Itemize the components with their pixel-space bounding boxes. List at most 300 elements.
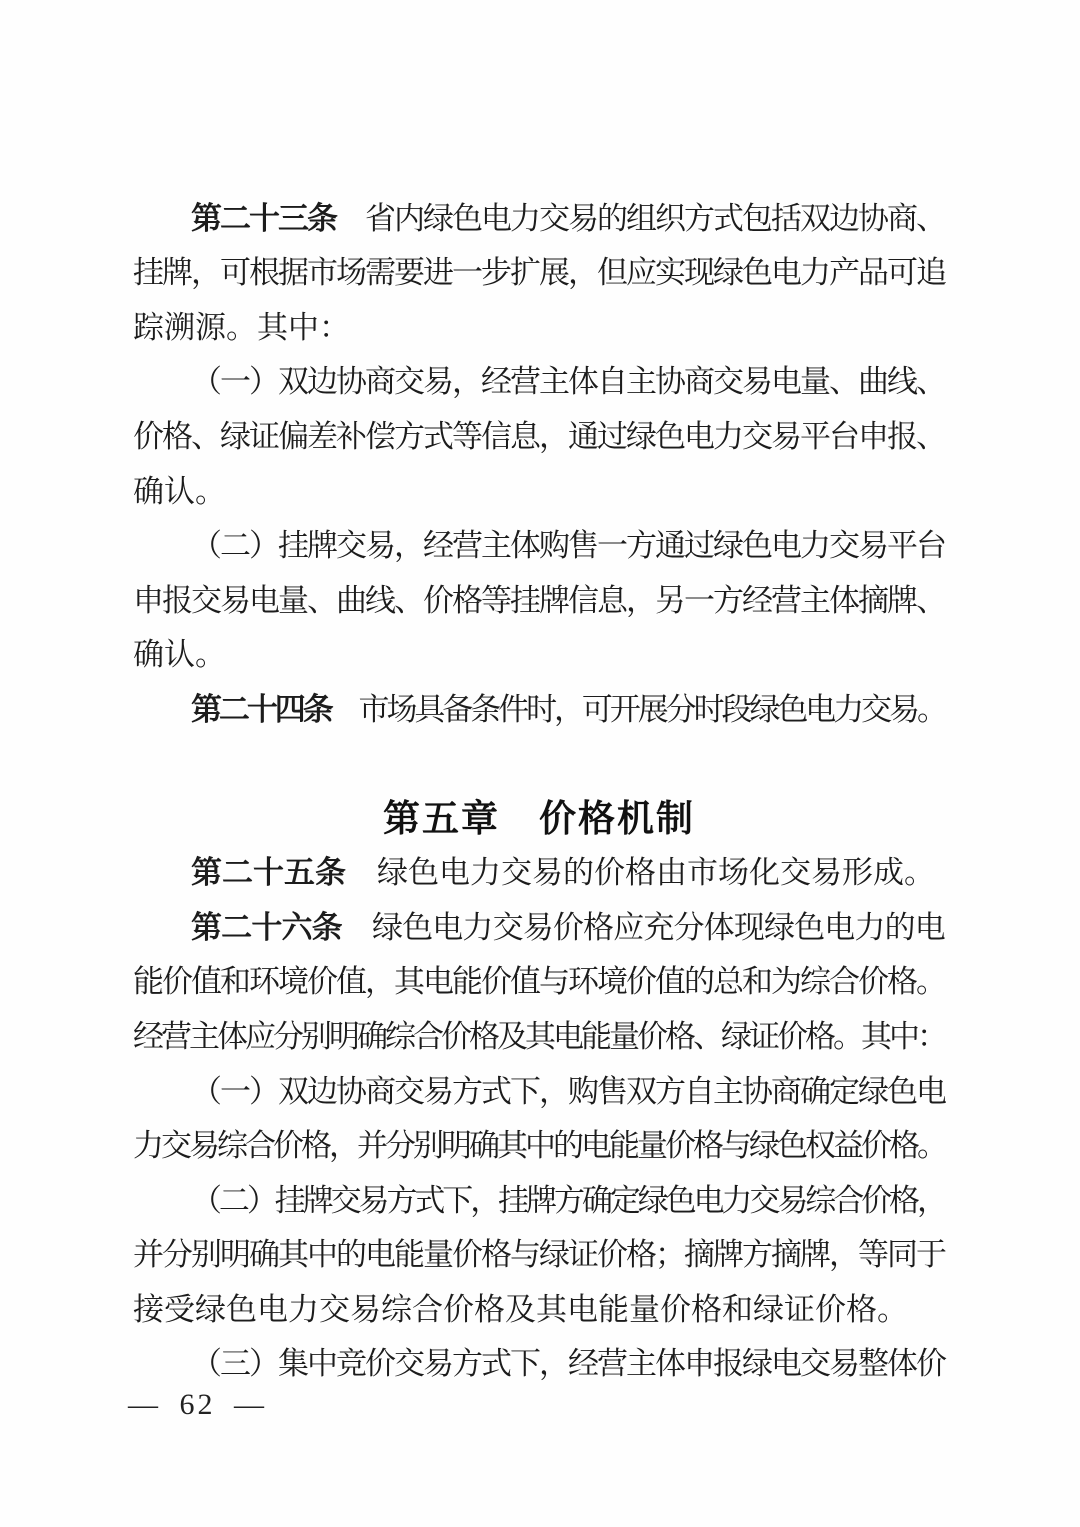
glyph: ， bbox=[452, 364, 483, 400]
glyph: 能 bbox=[581, 1018, 612, 1054]
glyph: 展 bbox=[539, 255, 570, 291]
glyph: ， bbox=[539, 1346, 570, 1382]
glyph: 台 bbox=[916, 528, 947, 564]
glyph: 价 bbox=[552, 909, 584, 945]
glyph: 交 bbox=[161, 1128, 192, 1164]
glyph: 可 bbox=[220, 255, 251, 291]
glyph: 接 bbox=[133, 1291, 164, 1327]
glyph: 绿 bbox=[749, 691, 781, 727]
glyph: 绿 bbox=[742, 1346, 773, 1382]
glyph: 并 bbox=[133, 1237, 164, 1273]
glyph: 分 bbox=[273, 1018, 304, 1054]
glyph: 方 bbox=[626, 528, 657, 564]
glyph: 根 bbox=[249, 255, 280, 291]
glyph: 绿 bbox=[858, 1073, 889, 1109]
glyph: 二 bbox=[222, 855, 253, 891]
glyph: 竞 bbox=[336, 1346, 367, 1382]
glyph: 双 bbox=[278, 364, 309, 400]
text-line bbox=[133, 352, 945, 407]
glyph: 经 bbox=[481, 364, 512, 400]
glyph: （ bbox=[191, 1073, 222, 1109]
glyph: 确 bbox=[133, 637, 164, 673]
glyph: 中 bbox=[307, 1346, 338, 1382]
glyph: 格 bbox=[452, 582, 483, 618]
glyph: 力 bbox=[833, 691, 865, 727]
glyph: 十 bbox=[251, 909, 283, 945]
glyph: 中 bbox=[525, 1128, 556, 1164]
glyph: 和 bbox=[722, 1291, 753, 1327]
glyph: 认 bbox=[164, 637, 195, 673]
glyph: 方 bbox=[452, 1073, 483, 1109]
glyph: 五 bbox=[284, 855, 315, 891]
glyph: 段 bbox=[721, 691, 753, 727]
glyph: ） bbox=[249, 528, 280, 564]
glyph: 电 bbox=[553, 1018, 584, 1054]
glyph: 交 bbox=[394, 364, 425, 400]
glyph: 信 bbox=[481, 418, 512, 454]
glyph: 整 bbox=[858, 1346, 889, 1382]
glyph: 双 bbox=[278, 1073, 309, 1109]
glyph: 四 bbox=[274, 691, 306, 727]
glyph: 绿 bbox=[763, 909, 795, 945]
glyph: 一 bbox=[220, 1073, 251, 1109]
glyph: 证 bbox=[784, 1291, 815, 1327]
glyph: 电 bbox=[567, 1291, 598, 1327]
glyph: 易 bbox=[858, 528, 889, 564]
glyph: 曲 bbox=[336, 582, 367, 618]
glyph: 、 bbox=[916, 418, 947, 454]
text-line bbox=[133, 1006, 948, 1061]
glyph: 三 bbox=[278, 200, 309, 236]
glyph: 价 bbox=[133, 418, 164, 454]
glyph: 量 bbox=[278, 582, 309, 618]
glyph: 、 bbox=[307, 582, 338, 618]
glyph: 分 bbox=[162, 1237, 193, 1273]
glyph: 报 bbox=[713, 1346, 744, 1382]
glyph: 进 bbox=[423, 255, 454, 291]
glyph: 第 bbox=[191, 200, 222, 236]
glyph: 二 bbox=[221, 909, 253, 945]
glyph: 电 bbox=[432, 909, 464, 945]
glyph: 主 bbox=[713, 1073, 744, 1109]
glyph: 二 bbox=[220, 528, 251, 564]
text-line bbox=[133, 570, 945, 625]
glyph: 确 bbox=[469, 1128, 500, 1164]
glyph: 具 bbox=[414, 691, 446, 727]
glyph: （ bbox=[191, 528, 222, 564]
glyph: 交 bbox=[336, 528, 367, 564]
glyph: 购 bbox=[539, 528, 570, 564]
glyph: 价 bbox=[815, 1291, 846, 1327]
glyph: 综 bbox=[800, 964, 831, 1000]
glyph: 信 bbox=[568, 582, 599, 618]
glyph: 营 bbox=[510, 364, 541, 400]
glyph: 一 bbox=[452, 255, 483, 291]
glyph: 息 bbox=[510, 418, 541, 454]
glyph: 境 bbox=[278, 964, 309, 1000]
glyph: 省 bbox=[365, 200, 396, 236]
glyph: 场 bbox=[718, 855, 749, 891]
glyph: 交 bbox=[829, 528, 860, 564]
glyph: 证 bbox=[249, 418, 280, 454]
glyph: 电 bbox=[916, 1073, 947, 1109]
glyph: 色 bbox=[887, 1073, 918, 1109]
glyph: 电 bbox=[805, 691, 837, 727]
glyph: 交 bbox=[492, 909, 524, 945]
glyph: 通 bbox=[655, 528, 686, 564]
glyph: 商 bbox=[887, 200, 918, 236]
glyph: 补 bbox=[336, 418, 367, 454]
glyph: 综 bbox=[381, 1291, 412, 1327]
glyph: 组 bbox=[626, 200, 657, 236]
glyph: 报 bbox=[162, 582, 193, 618]
glyph: ， bbox=[553, 691, 585, 727]
glyph: 环 bbox=[249, 964, 280, 1000]
glyph: ： bbox=[917, 1018, 948, 1054]
glyph: 易 bbox=[423, 1346, 454, 1382]
glyph: 品 bbox=[858, 255, 889, 291]
glyph: 营 bbox=[597, 1346, 628, 1382]
glyph: 过 bbox=[684, 528, 715, 564]
glyph: 量 bbox=[629, 1291, 660, 1327]
glyph: 的 bbox=[336, 1237, 367, 1273]
glyph: 综 bbox=[217, 1128, 248, 1164]
glyph: 色 bbox=[408, 855, 439, 891]
glyph: ， bbox=[539, 418, 570, 454]
glyph: 集 bbox=[278, 1346, 309, 1382]
glyph: 价 bbox=[481, 964, 512, 1000]
glyph: 双 bbox=[800, 200, 831, 236]
glyph: 交 bbox=[330, 1182, 362, 1218]
glyph: 电 bbox=[771, 364, 802, 400]
glyph: 受 bbox=[164, 1291, 195, 1327]
glyph: 易 bbox=[423, 364, 454, 400]
glyph: 格 bbox=[693, 1128, 724, 1164]
glyph: 价 bbox=[594, 855, 625, 891]
glyph: 体 bbox=[510, 528, 541, 564]
glyph: 同 bbox=[887, 1237, 918, 1273]
glyph: 方 bbox=[742, 1237, 773, 1273]
glyph: 绿 bbox=[220, 418, 251, 454]
glyph: 体 bbox=[887, 1346, 918, 1382]
glyph: 色 bbox=[665, 1182, 697, 1218]
glyph: 台 bbox=[829, 418, 860, 454]
glyph: 力 bbox=[462, 909, 494, 945]
glyph: 定 bbox=[609, 1182, 641, 1218]
glyph: 应 bbox=[626, 255, 657, 291]
glyph: 平 bbox=[887, 528, 918, 564]
glyph: 售 bbox=[597, 1073, 628, 1109]
glyph: 方 bbox=[655, 1073, 686, 1109]
glyph: 与 bbox=[539, 964, 570, 1000]
glyph: ， bbox=[394, 528, 425, 564]
glyph: 价 bbox=[777, 1018, 808, 1054]
glyph: 式 bbox=[713, 200, 744, 236]
glyph: 场 bbox=[336, 255, 367, 291]
glyph: 及 bbox=[497, 1018, 528, 1054]
glyph: 确 bbox=[133, 473, 164, 509]
glyph: 交 bbox=[191, 582, 222, 618]
glyph: 。 bbox=[195, 637, 226, 673]
glyph: 一 bbox=[220, 364, 251, 400]
glyph: 交 bbox=[394, 1073, 425, 1109]
glyph: 第 bbox=[191, 691, 222, 727]
glyph: 价 bbox=[660, 1291, 691, 1327]
glyph: 色 bbox=[777, 691, 809, 727]
glyph: 。 bbox=[226, 309, 257, 345]
glyph: 价 bbox=[626, 964, 657, 1000]
glyph: ， bbox=[568, 255, 599, 291]
glyph: 协 bbox=[858, 200, 889, 236]
glyph: 式 bbox=[481, 1073, 512, 1109]
glyph: 绿 bbox=[626, 418, 657, 454]
glyph: 织 bbox=[655, 200, 686, 236]
glyph: 方 bbox=[713, 582, 744, 618]
glyph: 方 bbox=[394, 418, 425, 454]
glyph: 明 bbox=[329, 1018, 360, 1054]
glyph: 电 bbox=[249, 582, 280, 618]
glyph: 主 bbox=[189, 1018, 220, 1054]
glyph: 其 bbox=[525, 1018, 556, 1054]
glyph: 别 bbox=[191, 1237, 222, 1273]
glyph: 交 bbox=[861, 691, 893, 727]
glyph: 格 bbox=[887, 964, 918, 1000]
glyph: 营 bbox=[161, 1018, 192, 1054]
glyph: 条 bbox=[311, 909, 343, 945]
glyph: 能 bbox=[452, 964, 483, 1000]
glyph: 确 bbox=[357, 1018, 388, 1054]
glyph: 应 bbox=[245, 1018, 276, 1054]
glyph: 的 bbox=[884, 909, 916, 945]
glyph: 体 bbox=[829, 582, 860, 618]
glyph: 分 bbox=[665, 691, 697, 727]
glyph: 价 bbox=[443, 1291, 474, 1327]
glyph: 力 bbox=[713, 418, 744, 454]
glyph: 实 bbox=[655, 255, 686, 291]
glyph: 追 bbox=[916, 255, 947, 291]
glyph: 值 bbox=[510, 964, 541, 1000]
text-line bbox=[133, 1279, 945, 1334]
glyph: 营 bbox=[771, 582, 802, 618]
glyph: 、 bbox=[394, 582, 425, 618]
glyph: 绿 bbox=[721, 1018, 752, 1054]
glyph: 一 bbox=[684, 582, 715, 618]
glyph: 能 bbox=[598, 1291, 629, 1327]
glyph: ， bbox=[916, 1182, 948, 1218]
glyph: 牌 bbox=[887, 582, 918, 618]
glyph: 色 bbox=[226, 1291, 257, 1327]
glyph: 能 bbox=[394, 1237, 425, 1273]
glyph: 绿 bbox=[423, 200, 454, 236]
text-line bbox=[133, 515, 945, 570]
glyph: 挂 bbox=[133, 255, 164, 291]
glyph: 价 bbox=[365, 1346, 396, 1382]
glyph: 经 bbox=[568, 1346, 599, 1382]
glyph: 。 bbox=[917, 1128, 948, 1164]
glyph: 商 bbox=[684, 364, 715, 400]
glyph: 易 bbox=[358, 1182, 390, 1218]
glyph: 易 bbox=[522, 909, 554, 945]
glyph: ， bbox=[191, 255, 222, 291]
glyph: 色 bbox=[742, 528, 773, 564]
glyph: 平 bbox=[800, 418, 831, 454]
glyph: 主 bbox=[481, 528, 512, 564]
text-line bbox=[133, 1061, 945, 1116]
glyph: 充 bbox=[643, 909, 675, 945]
glyph: 牌 bbox=[162, 255, 193, 291]
glyph: 边 bbox=[307, 364, 338, 400]
glyph: 易 bbox=[742, 364, 773, 400]
glyph: 商 bbox=[771, 1073, 802, 1109]
glyph: 并 bbox=[357, 1128, 388, 1164]
glyph: 应 bbox=[613, 909, 645, 945]
glyph: 力 bbox=[470, 855, 501, 891]
text-line bbox=[133, 897, 945, 952]
glyph: 证 bbox=[568, 1237, 599, 1273]
glyph: 偿 bbox=[365, 418, 396, 454]
glyph: 其 bbox=[536, 1291, 567, 1327]
glyph: 等 bbox=[481, 582, 512, 618]
glyph: 摘 bbox=[771, 1237, 802, 1273]
glyph: 价 bbox=[665, 1128, 696, 1164]
glyph: 其 bbox=[861, 1018, 892, 1054]
glyph: 力 bbox=[721, 1182, 753, 1218]
glyph: 易 bbox=[777, 1182, 809, 1218]
glyph: 电 bbox=[771, 1346, 802, 1382]
glyph: 形 bbox=[842, 855, 873, 891]
glyph: 、 bbox=[916, 364, 947, 400]
glyph: 由 bbox=[656, 855, 687, 891]
glyph: 交 bbox=[394, 1346, 425, 1382]
glyph: 绿 bbox=[713, 528, 744, 564]
glyph: 认 bbox=[164, 473, 195, 509]
glyph: 易 bbox=[532, 855, 563, 891]
glyph: 第 bbox=[191, 909, 222, 945]
glyph: 力 bbox=[510, 200, 541, 236]
text-line bbox=[133, 406, 945, 461]
glyph: ） bbox=[249, 364, 280, 400]
glyph: 牌 bbox=[302, 1182, 334, 1218]
glyph: 申 bbox=[858, 418, 889, 454]
glyph: 和 bbox=[220, 964, 251, 1000]
glyph: 体 bbox=[568, 364, 599, 400]
glyph: 条 bbox=[302, 691, 334, 727]
text-block bbox=[133, 188, 948, 1388]
glyph: 价 bbox=[423, 582, 454, 618]
glyph: 十 bbox=[249, 200, 280, 236]
glyph: 格 bbox=[889, 1182, 921, 1218]
glyph: 交 bbox=[539, 200, 570, 236]
glyph: 条 bbox=[315, 855, 346, 891]
glyph: 扩 bbox=[510, 255, 541, 291]
glyph: 色 bbox=[777, 1128, 808, 1164]
glyph: 挂 bbox=[274, 1182, 306, 1218]
glyph: 明 bbox=[441, 1128, 472, 1164]
glyph: 包 bbox=[742, 200, 773, 236]
glyph: 值 bbox=[655, 964, 686, 1000]
glyph: 中 bbox=[889, 1018, 920, 1054]
glyph: 格 bbox=[846, 1291, 877, 1327]
glyph: 。 bbox=[877, 1291, 908, 1327]
glyph: 格 bbox=[805, 1018, 836, 1054]
glyph: 开 bbox=[609, 691, 641, 727]
glyph: ： bbox=[319, 309, 350, 345]
glyph: 市 bbox=[687, 855, 718, 891]
glyph: 、 bbox=[693, 1018, 724, 1054]
glyph: 协 bbox=[336, 1073, 367, 1109]
glyph: 易 bbox=[829, 1346, 860, 1382]
glyph: 的 bbox=[553, 1128, 584, 1164]
glyph: 交 bbox=[501, 855, 532, 891]
glyph: 确 bbox=[581, 1182, 613, 1218]
glyph: 绿 bbox=[749, 1128, 780, 1164]
glyph: 时 bbox=[526, 691, 558, 727]
glyph: ） bbox=[249, 1073, 280, 1109]
glyph: 牌 bbox=[800, 1237, 831, 1273]
glyph: 。 bbox=[904, 855, 935, 891]
glyph: 牌 bbox=[526, 1182, 558, 1218]
glyph: 一 bbox=[597, 528, 628, 564]
glyph: 绿 bbox=[637, 1182, 669, 1218]
text-line bbox=[133, 1115, 948, 1170]
glyph: 线 bbox=[887, 364, 918, 400]
glyph: 易 bbox=[365, 528, 396, 564]
glyph: 力 bbox=[800, 528, 831, 564]
glyph: 内 bbox=[394, 200, 425, 236]
glyph: 力 bbox=[800, 255, 831, 291]
glyph: 电 bbox=[257, 1291, 288, 1327]
text-line bbox=[133, 952, 945, 1007]
glyph: 绿 bbox=[713, 255, 744, 291]
glyph: 产 bbox=[829, 255, 860, 291]
page-number: — 62 — bbox=[128, 1388, 267, 1421]
glyph: 交 bbox=[749, 1182, 781, 1218]
glyph: 可 bbox=[581, 691, 613, 727]
glyph: 绿 bbox=[377, 855, 408, 891]
glyph: 绿 bbox=[539, 1237, 570, 1273]
glyph: 其 bbox=[497, 1128, 528, 1164]
glyph: 。 bbox=[916, 964, 947, 1000]
glyph: 方 bbox=[684, 200, 715, 236]
glyph: 、 bbox=[916, 582, 947, 618]
glyph: 格 bbox=[162, 418, 193, 454]
glyph: 摘 bbox=[858, 582, 889, 618]
glyph: 价 bbox=[861, 1182, 893, 1218]
glyph: 协 bbox=[742, 1073, 773, 1109]
glyph: 偏 bbox=[278, 418, 309, 454]
glyph: 价 bbox=[273, 1128, 304, 1164]
glyph: 二 bbox=[220, 200, 251, 236]
glyph: 值 bbox=[191, 964, 222, 1000]
glyph: 其 bbox=[394, 964, 425, 1000]
text-line bbox=[133, 243, 945, 298]
glyph: 六 bbox=[281, 909, 313, 945]
glyph: 价 bbox=[861, 1128, 892, 1164]
glyph: 现 bbox=[684, 255, 715, 291]
glyph: 力 bbox=[133, 1128, 164, 1164]
glyph: 格 bbox=[301, 1128, 332, 1164]
glyph: 时 bbox=[693, 691, 725, 727]
glyph: 息 bbox=[597, 582, 628, 618]
glyph: 二 bbox=[218, 1182, 250, 1218]
glyph: 格 bbox=[691, 1291, 722, 1327]
glyph: 易 bbox=[220, 582, 251, 618]
glyph: 益 bbox=[833, 1128, 864, 1164]
glyph: 挂 bbox=[278, 528, 309, 564]
glyph: 现 bbox=[733, 909, 765, 945]
glyph: 格 bbox=[481, 1237, 512, 1273]
glyph: （ bbox=[191, 1346, 222, 1382]
